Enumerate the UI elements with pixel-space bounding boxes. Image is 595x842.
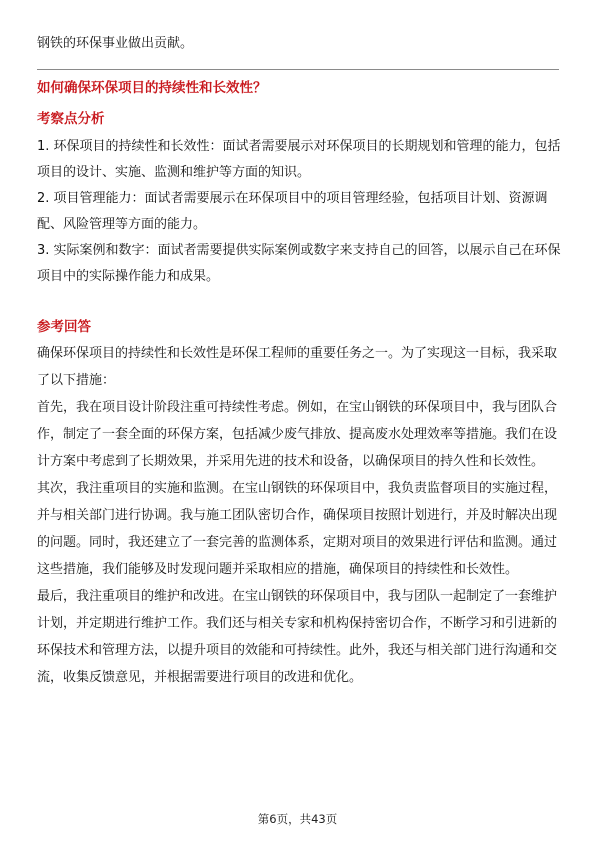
answer-paragraph: 首先，我在项目设计阶段注重可持续性考虑。例如，在宝山钢铁的环保项目中，我与团队合作，制定了一套全面的环保方案，包括减少废气排放、提高废水处理效率等措施。我们在设计方案中考虑到了长期效果，并采用先进的技术和设备，以确保项目的持久性和长效性。 bbox=[37, 400, 558, 469]
answer-paragraph: 最后，我注重项目的维护和改进。在宝山钢铁的环保项目中，我与团队一起制定了一套维护计划，并定期进行维护工作。我们还与相关专家和机构保持密切合作，不断学习和引进新的环保技术和管理方法，以提升项目的效能和可持续性。此外，我还与相关部门进行沟通和交流，收集反馈意见，并根据需要进行项目的改进和优化。 bbox=[37, 589, 558, 685]
analysis-item: 1. 环保项目的持续性和长效性：面试者需要展示对环保项目的长期规划和管理的能力，包括项目的设计、实施、监测和维护等方面的知识。 bbox=[37, 139, 561, 180]
analysis-item: 3. 实际案例和数字：面试者需要提供实际案例或数字来支持自己的回答，以展示自己在环保项目中的实际操作能力和成果。 bbox=[37, 243, 561, 284]
answer-paragraph: 确保环保项目的持续性和长效性是环保工程师的重要任务之一。为了实现这一目标，我采取了以下措施： bbox=[37, 346, 558, 388]
page-number: 第6页，共43页 bbox=[257, 812, 338, 826]
analysis-list bbox=[37, 134, 561, 290]
question-heading: 如何确保环保项目的持续性和长效性？ bbox=[37, 80, 267, 96]
analysis-heading: 考察点分析 bbox=[37, 111, 105, 127]
answer-paragraph: 其次，我注重项目的实施和监测。在宝山钢铁的环保项目中，我负责监督项目的实施过程，并与相关部门进行协调。我与施工团队密切合作，确保项目按照计划进行，并及时解决出现的问题。同时，我还建立了一套完善的监测体系，定期对项目的效果进行评估和监测。通过这些措施，我们能够及时发现问题并采取相应的措施，确保项目的持续性和长效性。 bbox=[37, 481, 558, 577]
answer-heading: 参考回答 bbox=[37, 319, 91, 335]
analysis-item: 2. 项目管理能力：面试者需要展示在环保项目中的项目管理经验，包括项目计划、资源调配、风险管理等方面的能力。 bbox=[37, 191, 548, 232]
continued-text: 钢铁的环保事业做出贡献。 bbox=[37, 36, 194, 51]
answer-body bbox=[37, 340, 561, 691]
section-divider bbox=[37, 69, 559, 70]
